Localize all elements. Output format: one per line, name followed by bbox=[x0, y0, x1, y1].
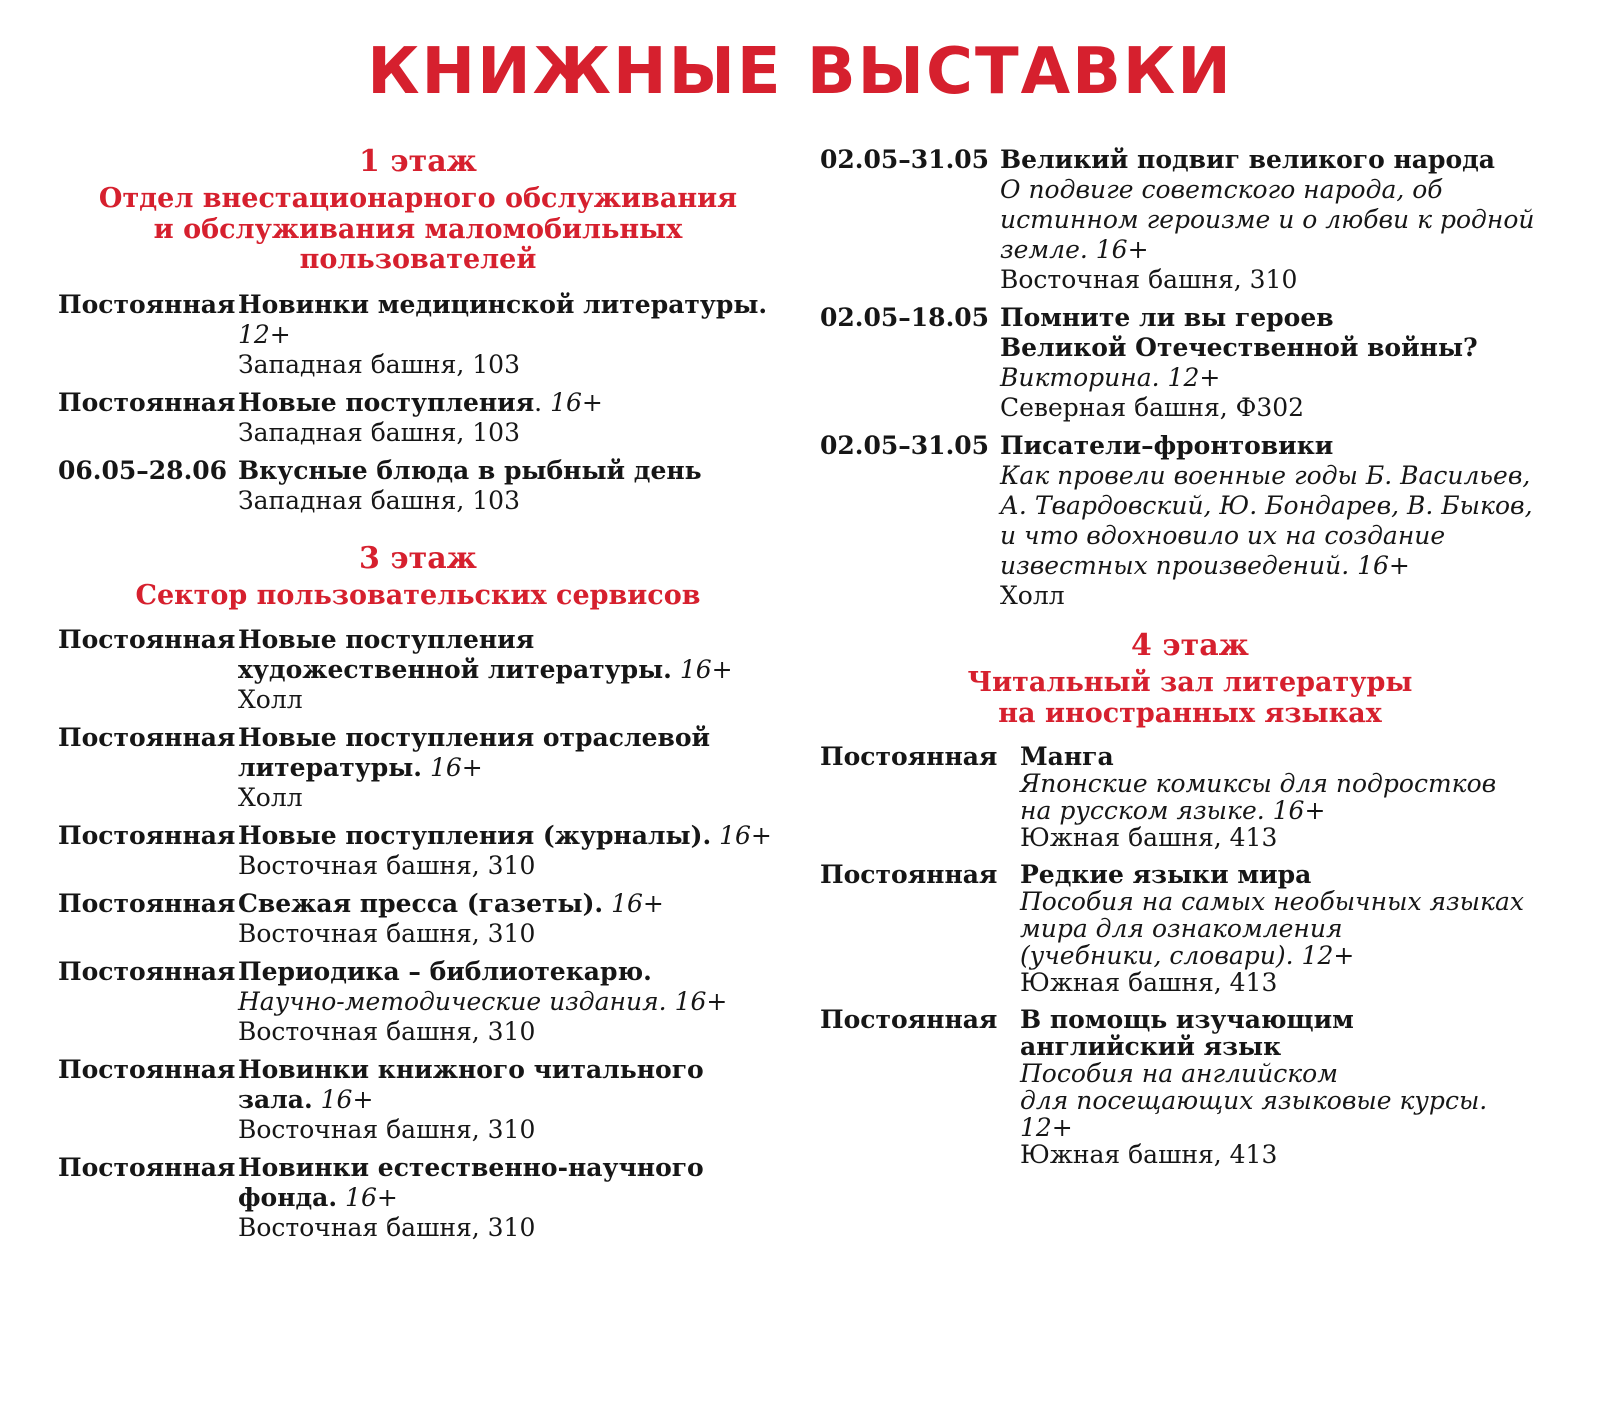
exhibition-location: Северная башня, Ф302 bbox=[1000, 393, 1305, 422]
exhibition-entry bbox=[820, 145, 1560, 295]
exhibition-entry bbox=[820, 861, 1560, 996]
exhibition-title: В помощь изучающим bbox=[1020, 1005, 1354, 1034]
exhibition-description: Научно-методические издания. bbox=[238, 987, 667, 1016]
exhibition-location: Холл bbox=[238, 685, 303, 714]
exhibition-title: Новые поступления (журналы). bbox=[238, 821, 712, 850]
age-rating: 16+ bbox=[674, 987, 728, 1016]
right-column bbox=[820, 145, 1560, 1178]
exhibition-title: Редкие языки мира bbox=[1020, 860, 1312, 889]
age-rating: 16+ bbox=[1357, 551, 1410, 580]
exhibition-description: Как провели военные годы Б. Васильев, bbox=[1000, 461, 1531, 490]
exhibition-description: на русском языке. bbox=[1020, 796, 1265, 825]
exhibition-entry bbox=[58, 821, 778, 881]
exhibition-location: Восточная башня, 310 bbox=[238, 1213, 536, 1242]
exhibition-title: Новинки естественно-научного bbox=[238, 1153, 704, 1182]
exhibition-title: Вкусные блюда в рыбный день bbox=[238, 455, 702, 485]
age-rating: 16+ bbox=[1272, 796, 1326, 825]
exhibition-entry bbox=[820, 743, 1560, 851]
exhibition-title: Манга bbox=[1020, 742, 1114, 771]
floor-1-department: Отдел внестационарного обслуживания и обслуживания маломобильных пользователей bbox=[98, 183, 738, 275]
exhibition-title-cont: зала. bbox=[238, 1085, 313, 1114]
exhibition-date: Постоянная bbox=[820, 742, 998, 771]
exhibition-entry bbox=[58, 388, 778, 448]
exhibition-location: Западная башня, 103 bbox=[238, 485, 520, 515]
exhibition-description: известных произведений. bbox=[1000, 551, 1350, 580]
floor-3-department: Сектор пользовательских сервисов bbox=[135, 579, 701, 611]
title-period: . bbox=[534, 387, 543, 417]
exhibition-title-cont: литературы. bbox=[238, 753, 422, 782]
exhibition-entry bbox=[820, 1006, 1560, 1168]
exhibition-location: Восточная башня, 310 bbox=[238, 1017, 536, 1046]
exhibition-location: Южная башня, 413 bbox=[1020, 968, 1278, 997]
age-rating: 16+ bbox=[719, 821, 772, 850]
exhibition-title-cont: художественной литературы. bbox=[238, 655, 672, 684]
exhibition-location: Восточная башня, 310 bbox=[238, 851, 536, 880]
exhibition-title-cont: Великой Отечественной войны? bbox=[1000, 333, 1478, 362]
exhibition-title: Новые поступления отраслевой bbox=[238, 723, 711, 752]
exhibition-date: Постоянная bbox=[58, 289, 236, 319]
exhibition-description: (учебники, словари). bbox=[1020, 941, 1294, 970]
exhibition-date: Постоянная bbox=[58, 821, 236, 850]
exhibition-title: Новинки медицинской литературы. bbox=[238, 289, 768, 319]
age-rating: 16+ bbox=[611, 889, 664, 918]
exhibition-date: Постоянная bbox=[58, 625, 236, 654]
exhibition-title: Новые поступления bbox=[238, 625, 535, 654]
exhibition-date: 02.05–31.05 bbox=[820, 145, 990, 174]
exhibition-entry bbox=[58, 290, 778, 380]
exhibition-date: Постоянная bbox=[820, 1005, 998, 1034]
exhibition-date: Постоянная bbox=[58, 1153, 236, 1182]
age-rating: 16+ bbox=[1095, 235, 1149, 264]
exhibition-date: Постоянная bbox=[820, 860, 998, 889]
exhibition-entry bbox=[820, 303, 1560, 423]
age-rating: 16+ bbox=[320, 1085, 374, 1114]
age-rating: 16+ bbox=[550, 387, 603, 417]
page-title: КНИЖНЫЕ ВЫСТАВКИ bbox=[367, 35, 1233, 109]
exhibition-title: Писатели–фронтовики bbox=[1000, 431, 1334, 460]
floor-4-heading: 4 этаж bbox=[1131, 628, 1249, 663]
exhibition-description: А. Твардовский, Ю. Бондарев, В. Быков, bbox=[1000, 491, 1533, 520]
exhibition-date: Постоянная bbox=[58, 1055, 236, 1084]
exhibition-title: Новинки книжного читального bbox=[238, 1055, 704, 1084]
age-rating: 12+ bbox=[1020, 1113, 1073, 1142]
floor-3-heading: 3 этаж bbox=[359, 540, 477, 576]
exhibition-title: Великий подвиг великого народа bbox=[1000, 145, 1496, 174]
age-rating: 12+ bbox=[1167, 363, 1221, 392]
exhibition-date: 02.05–18.05 bbox=[820, 303, 990, 332]
exhibition-location: Западная башня, 103 bbox=[238, 417, 520, 447]
age-rating: 16+ bbox=[345, 1183, 398, 1212]
age-rating: 12+ bbox=[1301, 941, 1355, 970]
exhibition-description: и что вдохновило их на создание bbox=[1000, 521, 1446, 550]
left-column bbox=[58, 145, 778, 1251]
exhibition-description: для посещающих языковые курсы. bbox=[1020, 1086, 1488, 1115]
exhibition-date: Постоянная bbox=[58, 957, 236, 986]
exhibition-date: 02.05–31.05 bbox=[820, 431, 990, 460]
exhibition-description: земле. bbox=[1000, 235, 1088, 264]
exhibition-entry bbox=[58, 1153, 778, 1243]
exhibition-location: Западная башня, 103 bbox=[238, 349, 520, 379]
exhibition-title-cont: английский язык bbox=[1020, 1032, 1282, 1061]
exhibition-date: Постоянная bbox=[58, 889, 236, 918]
exhibition-entry bbox=[58, 957, 778, 1047]
age-rating: 16+ bbox=[679, 655, 733, 684]
exhibition-entry bbox=[58, 1055, 778, 1145]
exhibition-description: Викторина. bbox=[1000, 363, 1160, 392]
exhibition-title: Свежая пресса (газеты). bbox=[238, 889, 604, 918]
exhibition-location: Восточная башня, 310 bbox=[1000, 265, 1298, 294]
floor-4-department: Читальный зал литературы на иностранных языках bbox=[967, 667, 1413, 729]
exhibition-description: Пособия на самых необычных языках bbox=[1020, 887, 1524, 916]
exhibition-location: Холл bbox=[238, 783, 303, 812]
exhibition-entry bbox=[820, 431, 1560, 611]
exhibition-location: Южная башня, 413 bbox=[1020, 1140, 1278, 1169]
exhibition-location: Восточная башня, 310 bbox=[238, 1115, 536, 1144]
exhibition-title-cont: фонда. bbox=[238, 1183, 338, 1212]
exhibition-date: Постоянная bbox=[58, 723, 236, 752]
exhibition-entry bbox=[58, 723, 778, 813]
exhibition-date: Постоянная bbox=[58, 387, 236, 417]
exhibition-title: Новые поступления bbox=[238, 387, 535, 417]
exhibition-description: О подвиге советского народа, об bbox=[1000, 175, 1443, 204]
exhibition-description: истинном героизме и о любви к родной bbox=[1000, 205, 1535, 234]
exhibition-description: мира для ознакомления bbox=[1020, 914, 1343, 943]
exhibition-description: Японские комиксы для подростков bbox=[1020, 769, 1497, 798]
exhibition-description: Пособия на английском bbox=[1020, 1059, 1338, 1088]
exhibition-entry bbox=[58, 625, 778, 715]
exhibition-location: Холл bbox=[1000, 581, 1065, 610]
exhibition-entry bbox=[58, 889, 778, 949]
exhibition-title: Помните ли вы героев bbox=[1000, 303, 1334, 332]
age-rating: 12+ bbox=[238, 319, 291, 349]
exhibition-entry bbox=[58, 456, 778, 516]
exhibition-date: 06.05–28.06 bbox=[58, 455, 228, 485]
floor-1-heading: 1 этаж bbox=[359, 144, 477, 179]
exhibition-title: Периодика – библиотекарю. bbox=[238, 957, 652, 986]
age-rating: 16+ bbox=[429, 753, 483, 782]
exhibition-location: Восточная башня, 310 bbox=[238, 919, 536, 948]
exhibition-location: Южная башня, 413 bbox=[1020, 823, 1278, 852]
